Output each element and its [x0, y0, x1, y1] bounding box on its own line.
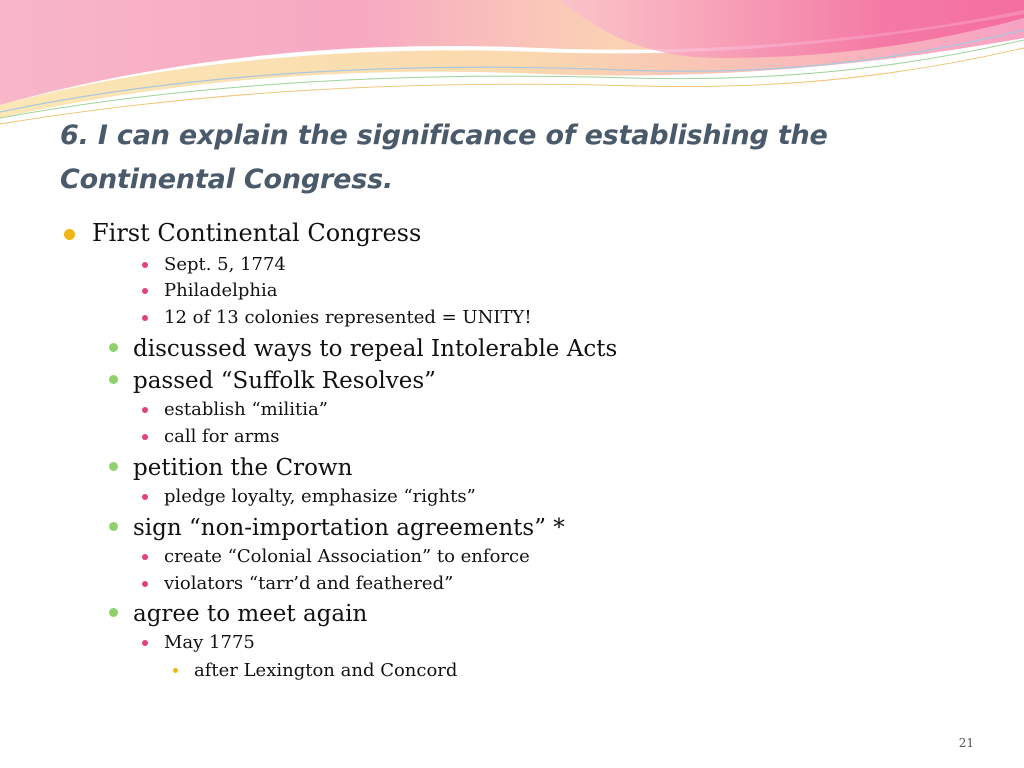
list-item [133, 453, 352, 483]
bullet-dot-icon [173, 668, 178, 673]
bullet-dot-icon [109, 343, 118, 352]
list-item [164, 426, 280, 448]
list-item-text: passed “Suffolk Resolves” [133, 368, 436, 394]
list-item [164, 254, 286, 276]
bullet-dot-icon [109, 375, 118, 384]
list-item [194, 660, 457, 682]
bullet-dot-icon [142, 262, 148, 268]
bullet-dot-icon [64, 229, 75, 240]
list-item [164, 486, 476, 508]
list-item-text: agree to meet again [133, 601, 368, 627]
bullet-dot-icon [142, 315, 148, 321]
bullet-dot-icon [109, 522, 118, 531]
list-item [164, 307, 532, 329]
decorative-wave-banner [0, 0, 1024, 130]
list-item [133, 599, 367, 629]
bullet-dot-icon [109, 608, 118, 617]
bullet-dot-icon [109, 462, 118, 471]
list-item [133, 334, 617, 364]
slide-number: 21 [958, 736, 974, 750]
list-item [164, 399, 328, 421]
list-item-text: Sept. 5, 1774 [164, 254, 286, 275]
list-item-text: May 1775 [164, 632, 255, 653]
list-item-text: discussed ways to repeal Intolerable Acts [133, 336, 618, 362]
list-item [92, 218, 421, 248]
bullet-dot-icon [142, 554, 148, 560]
list-item-text: establish “militia” [164, 399, 328, 420]
list-item-text: create “Colonial Association” to enforce [164, 546, 530, 567]
list-item [133, 366, 436, 396]
list-item-text: petition the Crown [133, 455, 353, 481]
list-item-text: pledge loyalty, emphasize “rights” [164, 486, 476, 507]
bullet-dot-icon [142, 640, 148, 646]
list-item-text: after Lexington and Concord [194, 660, 458, 681]
list-item-text: First Continental Congress [92, 219, 422, 247]
list-item-text: violators “tarr’d and feathered” [164, 573, 454, 594]
bullet-dot-icon [142, 494, 148, 500]
list-item [164, 632, 255, 654]
list-item [133, 513, 565, 543]
list-item [164, 573, 453, 595]
bullet-dot-icon [142, 288, 148, 294]
list-item-text: 12 of 13 colonies represented = UNITY! [164, 307, 532, 328]
bullet-dot-icon [142, 407, 148, 413]
list-item [164, 280, 277, 302]
list-item-text: sign “non-importation agreements” * [133, 515, 565, 541]
list-item [164, 546, 530, 568]
bullet-dot-icon [142, 581, 148, 587]
slide-title: 6. I can explain the significance of establishing the Continental Congress. [60, 120, 828, 195]
list-item-text: Philadelphia [164, 280, 278, 301]
bullet-dot-icon [142, 434, 148, 440]
list-item-text: call for arms [164, 426, 280, 447]
